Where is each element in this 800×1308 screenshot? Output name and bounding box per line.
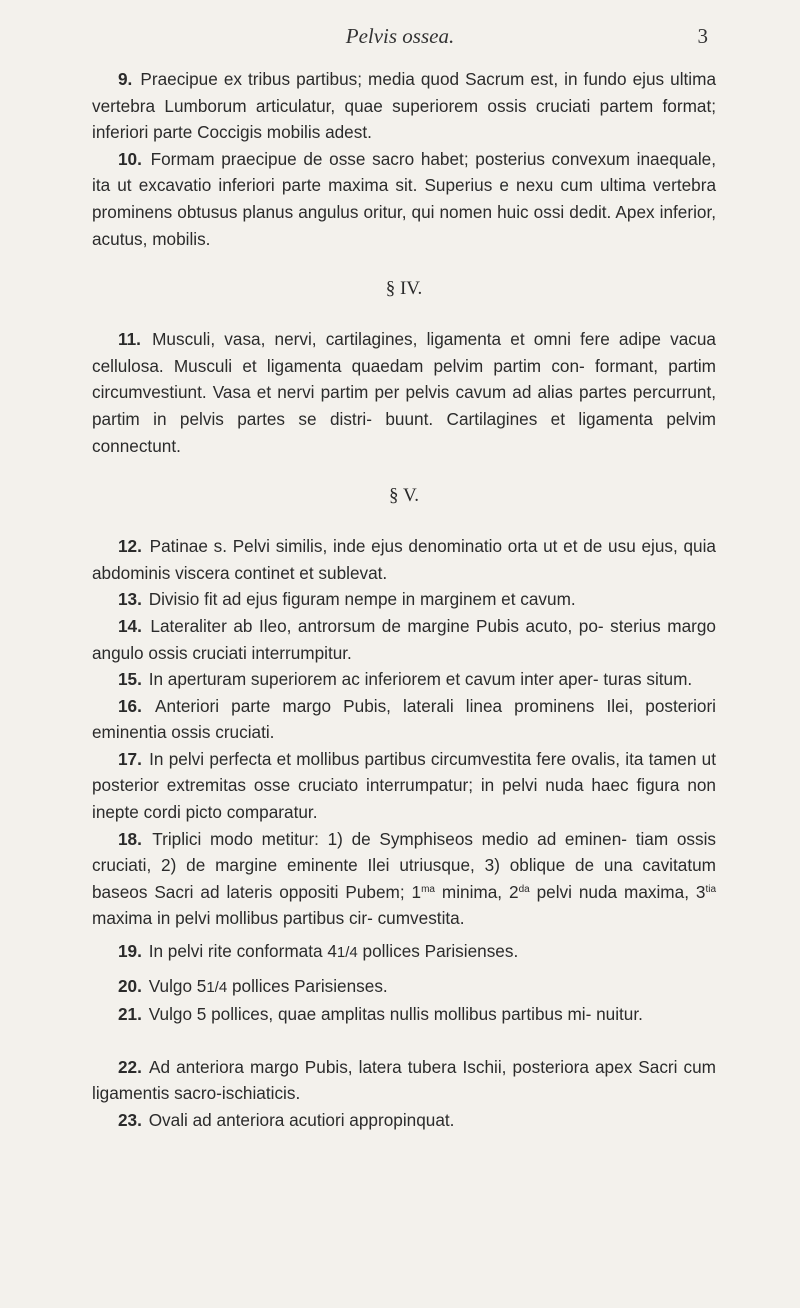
paragraph-text: Formam praecipue de osse sacro habet; posterius convexum inaequale, ita ut excavatio inferiori parte maxima sit. Superius e nexu cum ultima vertebra prominens obtusus planus angulus oritur, qui nomen huic ossi dedit. Apex inferior, acutus, mobilis. xyxy=(92,148,716,249)
paragraph-number: 22. xyxy=(118,1056,142,1077)
paragraph-number: 17. xyxy=(118,748,142,769)
paragraph-12 xyxy=(92,533,716,586)
paragraph-text: Vulgo 5 xyxy=(148,975,207,996)
ordinal-superscript: da xyxy=(518,883,530,895)
paragraph-21 xyxy=(92,1001,716,1028)
paragraph-number: 9. xyxy=(118,69,133,89)
paragraph-16 xyxy=(92,693,716,746)
paragraph-text: Lateraliter ab Ileo, antrorsum de margine Pubis acuto, po- sterius margo angulo ossis cruciati interrumpitur. xyxy=(92,615,716,663)
paragraph-18 xyxy=(92,826,716,932)
paragraph-20 xyxy=(92,973,716,1002)
paragraph-10 xyxy=(92,146,716,252)
running-title: Pelvis ossea. xyxy=(345,24,455,48)
fraction: 1/4 xyxy=(206,978,228,996)
paragraph-15 xyxy=(92,666,716,693)
paragraph-number: 21. xyxy=(118,1004,142,1025)
paragraph-9 xyxy=(92,66,716,146)
ordinal-superscript: tia xyxy=(705,883,717,895)
paragraph-number: 15. xyxy=(118,669,142,690)
paragraph-text: pollices Parisienses. xyxy=(357,941,519,962)
paragraph-number: 23. xyxy=(118,1110,142,1130)
paragraph-14 xyxy=(92,613,716,666)
paragraph-text: Divisio fit ad ejus figuram nempe in marginem et cavum. xyxy=(148,589,576,610)
paragraph-text: Vulgo 5 pollices, quae amplitas nullis mollibus partibus mi- nuitur. xyxy=(148,1004,643,1025)
paragraph-22 xyxy=(92,1054,716,1107)
paragraph-text: In pelvi rite conformata 4 xyxy=(148,941,337,962)
paragraph-number: 10. xyxy=(118,148,142,169)
paragraph-text: pollices Parisienses. xyxy=(227,975,388,996)
paragraph-23 xyxy=(92,1107,716,1134)
section-heading-iv: § IV. xyxy=(385,278,423,300)
fraction: 1/4 xyxy=(336,944,358,962)
page-header xyxy=(0,22,800,52)
paragraph-text: Ovali ad anteriora acutiori appropinquat. xyxy=(148,1110,455,1130)
paragraph-text: Patinae s. Pelvi similis, inde ejus denominatio orta ut et de usu ejus, quia abdominis viscera continet et sublevat. xyxy=(92,536,716,583)
paragraph-number: 14. xyxy=(118,615,142,636)
paragraph-number: 18. xyxy=(118,828,142,849)
paragraph-text: In pelvi perfecta et mollibus partibus circumvestita fere ovalis, ita tamen ut posterior extremitas osse cruciato interrumpatur; in pelvi nuda haec figura non inepte cordi picto comparatur. xyxy=(92,748,716,823)
paragraph-text: maxima in pelvi mollibus partibus cir- cumvestita. xyxy=(92,908,465,929)
paragraph-number: 20. xyxy=(118,975,142,996)
section-heading-v: § V. xyxy=(389,485,419,507)
body-text xyxy=(92,66,716,1134)
paragraph-text: Triplici modo metitur: 1) de Symphiseos medio ad eminen- tiam ossis cruciati, 2) de margine eminente Ilei utriusque, 3) oblique de una cavitatum baseos Sacri ad lateris oppositi Pubem; 1 xyxy=(92,828,717,902)
page-number: 3 xyxy=(697,24,708,48)
ordinal-superscript: ma xyxy=(421,883,435,895)
paragraph-text: pelvi nuda maxima, 3 xyxy=(529,881,706,902)
paragraph-number: 12. xyxy=(118,536,142,557)
paragraph-19 xyxy=(92,938,716,967)
paragraph-text: Anteriori parte margo Pubis, laterali linea prominens Ilei, posteriori eminentia ossis cruciati. xyxy=(92,695,716,743)
paragraph-17 xyxy=(92,746,716,826)
paragraph-text: Musculi, vasa, nervi, cartilagines, ligamenta et omni fere adipe vacua cellulosa. Musculi et ligamenta quaedam pelvim partim con- formant, partim circumvestiunt. Vasa et nervi partim per pelvis cavum ad alias partes percurrunt, partim in pelvis partes se distri- buunt. Cartilagines et ligamenta pelvim connectunt. xyxy=(92,329,716,456)
paragraph-text: Praecipue ex tribus partibus; media quod Sacrum est, in fundo ejus ultima vertebra Lumborum articulatur, quae superiorem ossis cruciati partem format; inferiori parte Coccigis mobilis adest. xyxy=(92,69,716,143)
paragraph-text: minima, 2 xyxy=(435,881,519,902)
paragraph-number: 13. xyxy=(118,589,142,610)
paragraph-number: 16. xyxy=(118,695,142,716)
paragraph-number: 19. xyxy=(118,941,142,962)
paragraph-number: 11. xyxy=(118,329,141,350)
paragraph-13 xyxy=(92,586,716,613)
paragraph-11 xyxy=(92,326,716,459)
paragraph-text: In aperturam superiorem ac inferiorem et cavum inter aper- turas situm. xyxy=(148,669,693,690)
paragraph-text: Ad anteriora margo Pubis, latera tubera Ischii, posteriora apex Sacri cum ligamentis sacro-ischiaticis. xyxy=(92,1056,717,1104)
